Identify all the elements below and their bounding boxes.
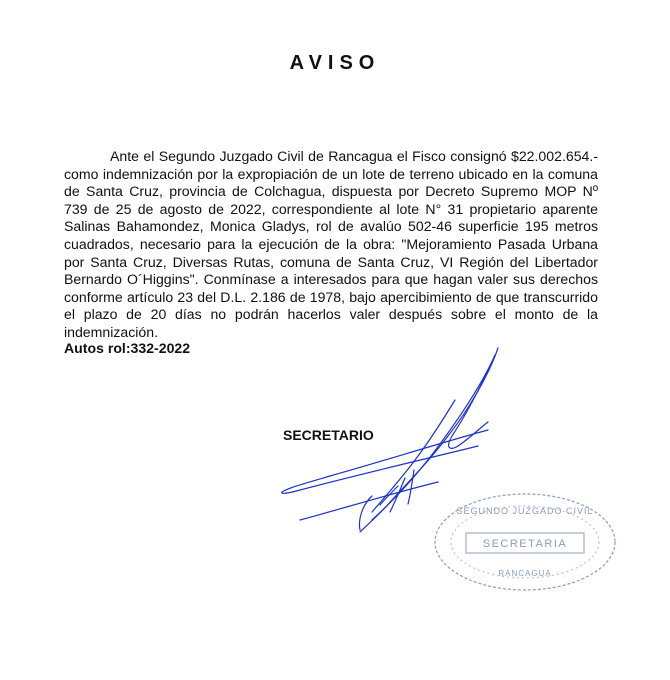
- signer-label: SECRETARIO: [283, 427, 374, 443]
- stamp-center-text: SECRETARIA: [482, 538, 568, 550]
- notice-body: Ante el Segundo Juzgado Civil de Rancagua el Fisco consignó $22.002.654.- como indemnización por la expropiación de un lote de terreno ubicado en la comuna de Santa Cruz, provincia de Colchagua, dispuesta por Decreto Supremo MOP Nº 739 de 25 de agosto de 2022, correspondiente al lote N° 31 propietario aparente Salinas Bahamondez, Monica Gladys, rol de avalúo 502-46 superficie 195 metros cuadrados, necesario para la ejecución de la obra: "Mejoramiento Pasada Urbana por Santa Cruz, Diversas Rutas, comuna de Santa Cruz, VI Región del Libertador Bernardo O´Higgins". Conmínase a interesados para que hagan valer sus derechos conforme artículo 23 del D.L. 2.186 de 1978, bajo apercibimiento de que transcurrido el plazo de 20 días no podrán hacerlos valer después sobre el monto de la indemnización.: [64, 148, 598, 340]
- stamp-bottom-text: RANCAGUA: [498, 569, 552, 578]
- case-number: Autos rol:332-2022: [64, 340, 191, 356]
- notice-title: AVISO: [289, 52, 381, 74]
- stamp-top-text: SEGUNDO JUZGADO CIVIL: [456, 506, 594, 516]
- court-stamp: [430, 488, 620, 596]
